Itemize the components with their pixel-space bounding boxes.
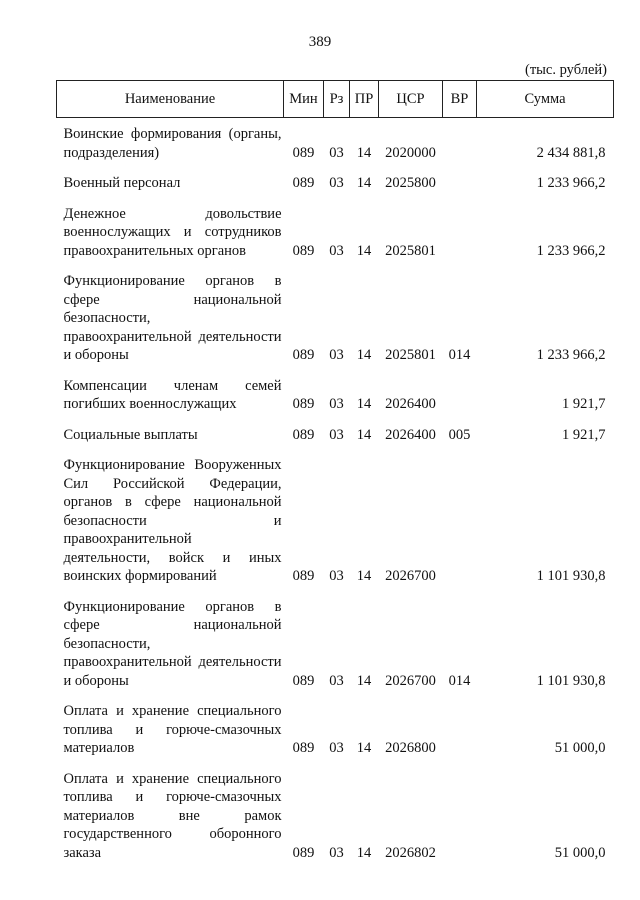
header-vr: ВР bbox=[443, 81, 477, 118]
row-min: 089 bbox=[292, 175, 315, 191]
row-rz: 03 bbox=[329, 396, 344, 412]
row-name: Функционирование органов в сфере национальной безопасности, правоохранительной деятельности и обороны bbox=[63, 598, 282, 689]
row-pr: 14 bbox=[356, 568, 372, 584]
header-name: Наименование bbox=[57, 81, 284, 118]
table-row bbox=[57, 377, 614, 426]
row-name: Социальные выплаты bbox=[63, 426, 198, 443]
row-sum: 1 233 966,2 bbox=[536, 242, 606, 259]
row-csr: 2026700 bbox=[385, 672, 436, 689]
header-min: Мин bbox=[284, 81, 324, 118]
header-csr: ЦСР bbox=[379, 81, 443, 118]
row-csr: 2020000 bbox=[385, 144, 436, 161]
table-header-row bbox=[57, 81, 614, 118]
row-min: 089 bbox=[292, 144, 315, 161]
table-row bbox=[57, 426, 614, 457]
row-min: 089 bbox=[292, 242, 315, 259]
row-vr bbox=[443, 205, 477, 273]
header-pr: ПР bbox=[350, 81, 379, 118]
row-sum: 2 434 881,8 bbox=[536, 144, 606, 161]
row-pr: 14 bbox=[356, 144, 372, 161]
row-pr: 14 bbox=[356, 175, 372, 191]
row-csr: 2025800 bbox=[385, 175, 436, 191]
row-csr: 2026400 bbox=[385, 396, 436, 412]
table-row bbox=[57, 456, 614, 598]
row-csr: 2026400 bbox=[385, 426, 436, 443]
table-row bbox=[57, 598, 614, 703]
row-sum: 1 233 966,2 bbox=[536, 175, 606, 191]
row-sum: 1 921,7 bbox=[562, 396, 606, 412]
row-sum: 1 101 930,8 bbox=[536, 672, 606, 689]
table-body bbox=[57, 118, 614, 875]
row-name: Оплата и хранение специального топлива и горюче-смазочных материалов bbox=[63, 703, 282, 756]
row-vr bbox=[443, 174, 477, 205]
row-vr bbox=[443, 377, 477, 426]
row-min: 089 bbox=[292, 672, 315, 689]
row-pr: 14 bbox=[356, 740, 372, 756]
row-min: 089 bbox=[292, 426, 315, 443]
row-pr: 14 bbox=[356, 672, 372, 689]
header-sum: Сумма bbox=[477, 81, 614, 118]
row-rz: 03 bbox=[329, 672, 344, 689]
table-row bbox=[57, 205, 614, 273]
row-sum: 51 000,0 bbox=[554, 844, 606, 861]
row-vr: 014 bbox=[448, 347, 471, 363]
units-note: (тыс. рублей) bbox=[525, 62, 607, 78]
row-min: 089 bbox=[292, 347, 315, 363]
row-name: Военный персонал bbox=[63, 175, 181, 191]
row-rz: 03 bbox=[329, 740, 344, 756]
budget-table bbox=[56, 80, 614, 874]
row-sum: 1 921,7 bbox=[562, 426, 606, 443]
row-pr: 14 bbox=[356, 396, 372, 412]
row-rz: 03 bbox=[329, 175, 344, 191]
row-rz: 03 bbox=[329, 844, 344, 861]
row-name: Воинские формирования (органы, подразделения) bbox=[63, 126, 282, 161]
table-row bbox=[57, 174, 614, 205]
row-pr: 14 bbox=[356, 347, 372, 363]
row-vr bbox=[443, 118, 477, 175]
row-rz: 03 bbox=[329, 242, 344, 259]
row-vr bbox=[443, 702, 477, 770]
row-name: Денежное довольствие военнослужащих и сотрудников правоохранительных органов bbox=[63, 205, 282, 259]
row-csr: 2026700 bbox=[385, 568, 436, 584]
row-rz: 03 bbox=[329, 426, 344, 443]
row-sum: 1 233 966,2 bbox=[536, 347, 606, 363]
row-min: 089 bbox=[292, 568, 315, 584]
row-csr: 2026802 bbox=[385, 844, 436, 861]
row-rz: 03 bbox=[329, 347, 344, 363]
row-vr bbox=[443, 770, 477, 875]
row-sum: 1 101 930,8 bbox=[536, 568, 606, 584]
row-vr: 014 bbox=[448, 672, 471, 689]
row-csr: 2025801 bbox=[385, 242, 436, 259]
row-csr: 2025801 bbox=[385, 347, 436, 363]
row-name: Функционирование Вооруженных Сил Российской Федерации, органов в сфере национальной безопасности и правоохранительной деятельности, войск и иных воинских формирований bbox=[63, 457, 282, 584]
table-row bbox=[57, 702, 614, 770]
row-name: Функционирование органов в сфере национальной безопасности, правоохранительной деятельности и обороны bbox=[63, 273, 282, 363]
row-name: Оплата и хранение специального топлива и горюче-смазочных материалов вне рамок государственного оборонного заказа bbox=[63, 770, 282, 861]
row-sum: 51 000,0 bbox=[554, 740, 606, 756]
table-row bbox=[57, 272, 614, 377]
row-name: Компенсации членам семей погибших военнослужащих bbox=[63, 377, 282, 412]
row-pr: 14 bbox=[356, 426, 372, 443]
row-min: 089 bbox=[292, 396, 315, 412]
row-min: 089 bbox=[292, 740, 315, 756]
row-rz: 03 bbox=[329, 568, 344, 584]
row-rz: 03 bbox=[329, 144, 344, 161]
row-vr bbox=[443, 456, 477, 598]
row-vr: 005 bbox=[448, 426, 471, 443]
row-csr: 2026800 bbox=[385, 740, 436, 756]
page-number: 389 bbox=[308, 34, 332, 50]
header-rz: Рз bbox=[324, 81, 350, 118]
row-min: 089 bbox=[292, 844, 315, 861]
table-row bbox=[57, 118, 614, 175]
row-pr: 14 bbox=[356, 242, 372, 259]
row-pr: 14 bbox=[356, 844, 372, 861]
table-row bbox=[57, 770, 614, 875]
